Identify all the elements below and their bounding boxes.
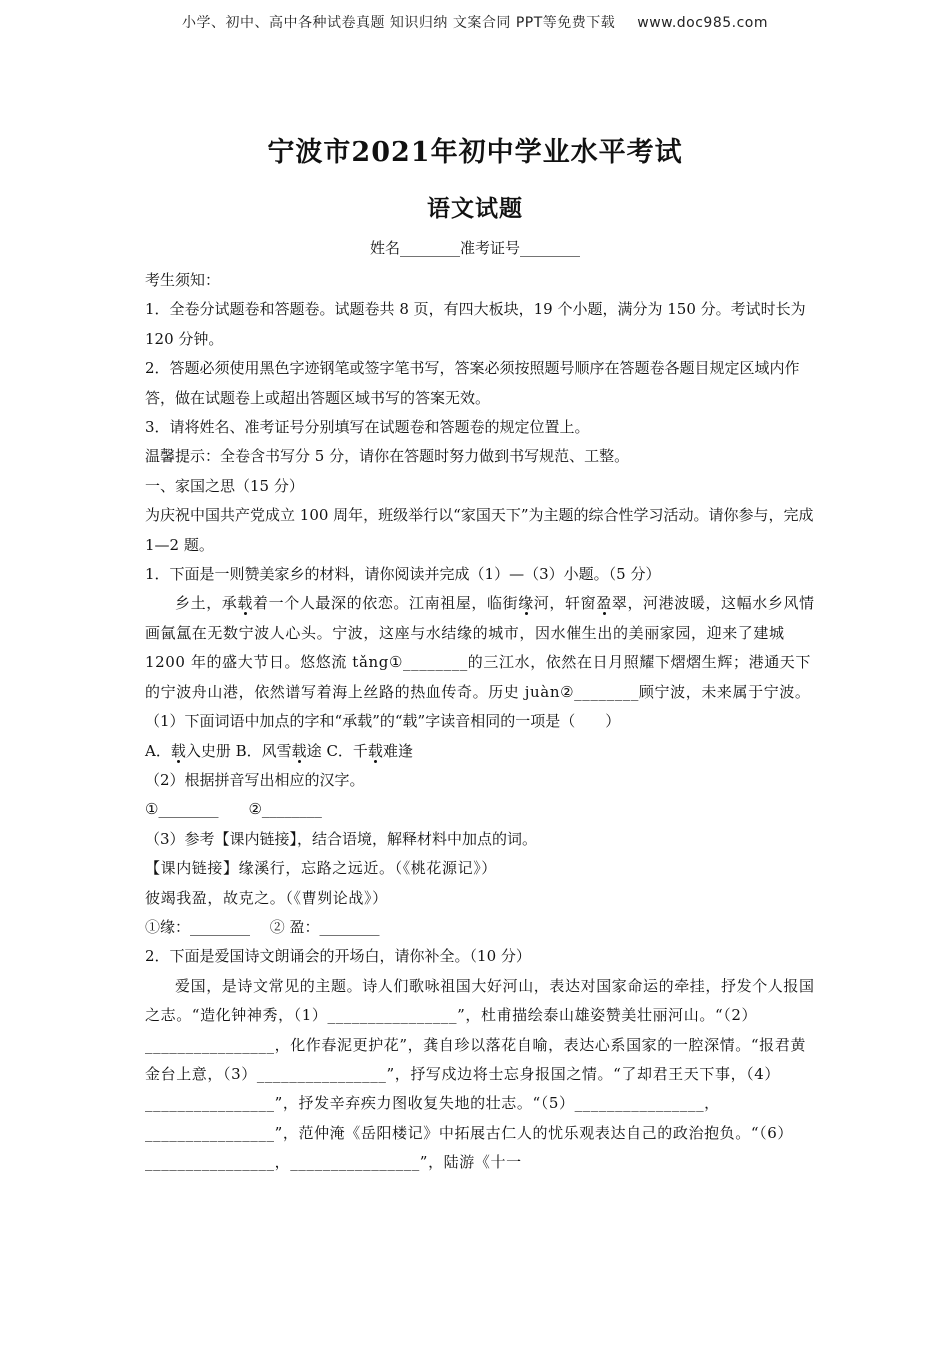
exam-subtitle: 语文试题 [427, 195, 523, 222]
dotted-char-ying: 盈 [596, 594, 612, 613]
question-2-passage: 爱国，是诗文常见的主题。诗人们歌咏祖国大好河山，表达对国家命运的牵挂，抒发个人报国之志。“造化钟神秀，（1）________________”，杜甫描绘泰山雄姿赞美壮丽河山。“（2）________________，化作春泥更护花”，龚自珍以落花自喻，表达心系国家的一腔深情。“报君黄金台上意，（3）________________”，抒写戍边将士忘身报国之情。“了却君王天下事，（4）________________”，抒发辛弃疾力图收复失地的壮志。“（5）________________，________________”，范仲淹《岳阳楼记》中拓展古仁人的忧乐观表达自己的政治抱负。“（6）________________，________________”，陆游《十一 [145, 976, 815, 1172]
dotted-char-option-c: 载 [367, 741, 383, 760]
exam-title: 宁波市2021年初中学业水平考试 [267, 137, 683, 168]
question-1-sub-3: （3）参考【课内链接】，结合语境，解释材料中加点的词。 [145, 829, 538, 848]
dotted-char-option-b: 载 [291, 741, 307, 760]
passage-text: 乡土，承 [175, 594, 238, 613]
section-1-intro: 为庆祝中国共产党成立 100 周年，班级举行以“家国天下”为主题的综合性学习活动。请你参与，完成 1—2 题。 [145, 506, 814, 554]
option-text: 难逢 [382, 741, 413, 760]
passage-text: 翠，河港波暖，这幅水乡风情画氤氲在无数宁波人心头。宁波，这座与水结缘的城市，因水催生出的美丽家园，迎来了建城 1200 年的盛大节日。悠悠流 tǎng①________的三江水，依然在日月照耀下熠熠生辉；港通天下的宁波舟山港，依然谱写着海上丝路的热血传奇。历史 juàn②________顾宁波，未来属于宁波。 [145, 594, 815, 701]
option-text: A． [145, 741, 171, 760]
notice-heading: 考生须知： [145, 271, 221, 289]
question-1-stem: 1．下面是一则赞美家乡的材料，请你阅读并完成（1）—（3）小题。（5 分） [145, 565, 661, 584]
name-line: 姓名________准考证号________ [369, 239, 580, 257]
header-site-link[interactable]: www.doc985.com [637, 15, 769, 31]
notice-item-1: 1．全卷分试题卷和答题卷。试题卷共 8 页，有四大板块，19 个小题，满分为 150 分。考试时长为 120 分钟。 [145, 300, 806, 348]
option-text: 入史册 B．风雪 [185, 741, 292, 760]
exam-content [145, 266, 815, 1178]
question-1-passage [145, 589, 815, 707]
question-1-sub-2-blanks: ①________ ②________ [145, 800, 322, 819]
header-text: 小学、初中、高中各种试卷真题 知识归纳 文案合同 PPT等免费下载 [181, 15, 616, 31]
section-1-heading: 一、家国之思（15 分） [145, 476, 304, 495]
option-text: 途 C．千 [306, 741, 368, 760]
page-header [0, 12, 950, 32]
notice-item-2: 2．答题必须使用黑色字迹钢笔或签字笔书写，答案必须按照题号顺序在答题卷各题目规定区域内作答，做在试题卷上或超出答题区域书写的答案无效。 [145, 359, 800, 407]
question-2-stem: 2．下面是爱国诗文朗诵会的开场白，请你补全。（10 分） [145, 947, 531, 966]
dotted-char-zai: 载 [237, 594, 254, 613]
passage-text: 着一个人最深的依恋。江南祖屋，临街 [253, 594, 519, 613]
notice-tip: 温馨提示：全卷含书写分 5 分，请你在答题时努力做到书写规范、工整。 [145, 447, 630, 466]
passage-text: 河，轩窗 [533, 594, 597, 613]
textbook-link-1: 【课内链接】缘溪行，忘路之远近。（《桃花源记》） [145, 859, 497, 878]
question-1-options [145, 737, 815, 766]
question-1-sub-2: （2）根据拼音写出相应的汉字。 [145, 770, 365, 789]
question-1-sub-3-blanks: ①缘：________ ② 盈：________ [145, 917, 380, 936]
notice-item-3: 3．请将姓名、准考证号分别填写在试题卷和答题卷的规定位置上。 [145, 418, 590, 437]
dotted-char-yuan: 缘 [518, 594, 534, 613]
textbook-link-2: 彼竭我盈，故克之。（《曹刿论战》） [145, 888, 388, 907]
dotted-char-option-a: 载 [170, 741, 186, 760]
question-1-sub-1: （1）下面词语中加点的字和“承载”的“载”字读音相同的一项是（ ） [145, 712, 621, 731]
